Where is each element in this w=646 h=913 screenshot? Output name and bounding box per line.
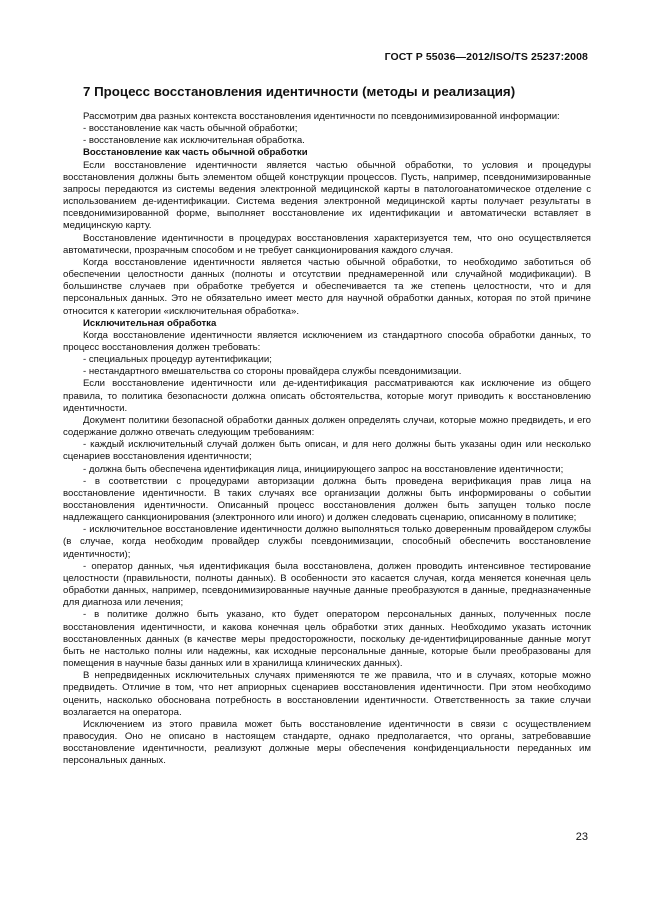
list-item: - должна быть обеспечена идентификация лица, инициирующего запрос на восстановление идентичности; xyxy=(83,463,564,475)
list-item: - каждый исключительный случай должен быть описан, и для него должны быть указаны один или несколько сценариев восстановления идентичности; xyxy=(63,439,591,463)
list-item: - нестандартного вмешательства со стороны провайдера службы псевдонимизации. xyxy=(83,366,462,378)
intro-paragraph: Рассмотрим два разных контекста восстановления идентичности по псевдонимизированной информации: xyxy=(83,111,560,122)
paragraph: Восстановление идентичности в процедурах восстановления характеризуется тем, что оно осуществляется автоматически, прозрачным способом и не требует санкционирования каждого случая. xyxy=(63,232,591,256)
paragraph: Если восстановление идентичности является частью обычной обработки, то условия и процедуры восстановления должны быть элементом общей конструкции процессов. Пусть, например, псевдонимизированные запросы передаются из системы ведения электронной медицинской карты в патологоанатомическое отделение с использованием де-идентификации. Система ведения электронной медицинской карты получает результаты в псевдонимизированной форме, выполняет восстановление их идентификации и автоматически вставляет в медицинскую карту. xyxy=(63,159,591,232)
list-item: - специальных процедур аутентификации; xyxy=(83,354,272,366)
list-item: - оператор данных, чья идентификация была восстановлена, должен проводить интенсивное тестирование целостности (правильности, полноты данных). В особенности это касается случая, когда меняется конечная цель обработки данных, например, псевдонимизированные научные данные преобразуются в данные, предназначенные для диагноза или лечения; xyxy=(63,560,591,609)
paragraph: Когда восстановление идентичности является частью обычной обработки, то необходимо заботиться об обеспечении целостности данных (полноты и отсутствии преднамеренной или случайной модификации). В большинстве случаев при обработке требуется и обеспечивается та же степень целостности, что и для персональных данных. Это не обязательно имеет место для научной обработки данных, которая по этой причине относится к категории «исключительная обработка». xyxy=(63,256,591,317)
list-item: - восстановление как исключительная обработка. xyxy=(83,135,305,147)
subheading-normal-processing: Восстановление как часть обычной обработки xyxy=(83,147,308,159)
list-item: - исключительное восстановление идентичности должно выполняться только доверенным провайдером службы (в случае, когда необходим провайдер службы псевдонимизации, способный обеспечить восстановление идентичности); xyxy=(63,524,591,560)
section-title: 7 Процесс восстановления идентичности (методы и реализация) xyxy=(83,84,516,99)
paragraph: Исключением из этого правила может быть восстановление идентичности в связи с осуществлением правосудия. Оно не описано в настоящем стандарте, однако предполагается, что органы, затребовавшие восстановление идентичности, реализуют должные меры обеспечения конфиденциальности переданных им персональных данных. xyxy=(63,718,591,767)
page-number: 23 xyxy=(575,831,588,843)
paragraph: Когда восстановление идентичности является исключением из стандартного способа обработки данных, то процесс восстановления должен требовать: xyxy=(63,329,591,353)
paragraph: В непредвиденных исключительных случаях применяются те же правила, что и в случаях, которые можно предвидеть. Отличие в том, что нет априорных сценариев восстановления идентичности. При этом необходимо оценить, насколько обоснована потребность в восстановлении идентичности. Ответственность за такие случаи возлагается на оператора. xyxy=(63,670,591,718)
subheading-exceptional-processing: Исключительная обработка xyxy=(83,317,217,329)
list-item: - восстановление как часть обычной обработки; xyxy=(83,123,298,135)
paragraph: Если восстановление идентичности или де-идентификация рассматриваются как исключение из общего правила, то политика безопасности должна описать обстоятельства, которые могут приводить к восстановлению идентичности. xyxy=(63,378,591,414)
body-text xyxy=(63,111,591,767)
list-item: - в политике должно быть указано, кто будет оператором персональных данных, полученных после восстановления идентичности, и какова конечная цель обработки этих данных. Необходимо указать источник восстановленных данных (в качестве меры предосторожности, поскольку де-идентифицированные данные могут быть не настолько полны или надежны, как исходные персональные данные, которые были преобразованы для помещения в научные базы данных или в хранилища клинических данных). xyxy=(63,609,591,670)
standard-header: ГОСТ Р 55036—2012/ISO/TS 25237:2008 xyxy=(384,51,588,63)
list-item: - в соответствии с процедурами авторизации должна быть проведена верификация прав лица на восстановление идентичности. В таких случаях все организации должны быть информированы о событии восстановления идентичности. Описанный процесс восстановления должен быть запущен только после надлежащего санкционирования (электронного или иного) и должен следовать сценарию, описанному в политике; xyxy=(63,475,591,524)
paragraph: Документ политики безопасной обработки данных должен определять случаи, которые можно предвидеть, и его содержание должно отвечать следующим требованиям: xyxy=(63,414,591,439)
